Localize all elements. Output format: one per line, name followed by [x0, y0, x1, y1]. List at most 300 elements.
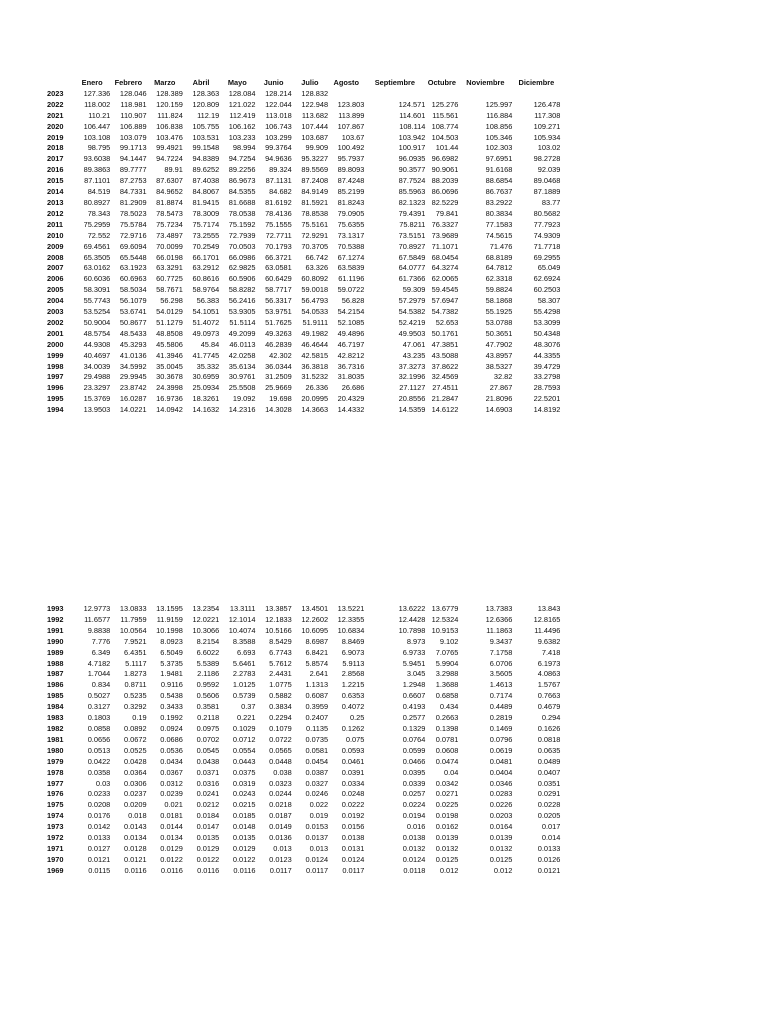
value-cell: 70.0099	[156, 241, 183, 251]
value-cell: 56.3317	[265, 296, 292, 306]
table-row	[47, 811, 560, 822]
year-cell: 1997	[47, 372, 64, 382]
value-cell: 0.0122	[232, 854, 256, 864]
value-cell: 94.7254	[228, 154, 256, 164]
value-cell: 89.5569	[301, 165, 329, 175]
value-cell: 66.3721	[265, 252, 292, 262]
value-cell: 59.0722	[337, 285, 365, 295]
value-cell: 103.942	[398, 132, 426, 142]
table-row	[47, 702, 560, 713]
value-cell: 0.0117	[342, 865, 365, 875]
year-cell: 2006	[47, 274, 64, 284]
value-cell: 0.0139	[435, 833, 459, 843]
value-cell: 87.4248	[337, 176, 365, 186]
value-cell: 35.332	[196, 361, 220, 371]
value-cell: 124.571	[398, 99, 426, 109]
value-cell: 5.5389	[196, 658, 220, 668]
value-cell: 51.4072	[192, 317, 220, 327]
value-cell: 0.7174	[489, 691, 513, 701]
value-cell: 0.5235	[123, 691, 147, 701]
value-cell: 110.907	[120, 110, 147, 120]
value-cell: 0.0387	[305, 767, 329, 777]
value-cell: 0.0116	[124, 865, 147, 875]
value-cell: 33.2798	[533, 372, 561, 382]
value-cell: 35.0045	[156, 361, 183, 371]
value-cell: 5.8574	[305, 658, 329, 668]
year-cell: 1999	[47, 350, 64, 360]
value-cell: 29.4988	[83, 372, 111, 382]
column-header: Noviembre	[466, 78, 505, 87]
year-cell: 1971	[47, 843, 64, 853]
table-row	[47, 713, 560, 724]
year-cell: 1978	[47, 767, 64, 777]
value-cell: 0.0117	[269, 865, 292, 875]
value-cell: 103.531	[192, 132, 220, 142]
value-cell: 44.3355	[533, 350, 561, 360]
value-cell: 2.641	[309, 669, 329, 679]
value-cell: 49.1982	[301, 328, 329, 338]
table-row	[47, 318, 560, 329]
value-cell: 52.653	[435, 317, 459, 327]
value-cell: 75.6355	[337, 219, 365, 229]
value-cell: 14.2316	[228, 405, 256, 415]
value-cell: 8.5429	[269, 636, 292, 646]
value-cell: 52.4219	[398, 317, 426, 327]
value-cell: 32.4569	[431, 372, 459, 382]
table-row	[47, 648, 560, 659]
value-cell: 11.1863	[486, 625, 513, 635]
value-cell: 53.9305	[228, 307, 256, 317]
value-cell: 72.7939	[228, 230, 256, 240]
table-row	[47, 746, 560, 757]
value-cell: 23.8742	[119, 383, 147, 393]
table-row	[47, 405, 560, 416]
value-cell: 63.1923	[119, 263, 147, 273]
value-cell: 12.3355	[337, 614, 365, 624]
value-cell: 10.7898	[398, 625, 426, 635]
value-cell: 45.84	[200, 339, 220, 349]
value-cell: 14.0221	[119, 405, 147, 415]
value-cell: 22.5201	[533, 394, 561, 404]
value-cell: 47.061	[402, 339, 426, 349]
value-cell: 81.2909	[119, 197, 147, 207]
value-cell: 12.1014	[228, 614, 256, 624]
value-cell: 68.0454	[431, 252, 459, 262]
value-cell: 10.6834	[337, 625, 365, 635]
table-row	[47, 253, 560, 264]
value-cell: 63.3291	[156, 263, 183, 273]
value-cell: 0.4679	[537, 702, 561, 712]
value-cell: 12.5324	[431, 614, 459, 624]
value-cell: 111.824	[157, 110, 183, 120]
value-cell: 4.0863	[537, 669, 561, 679]
value-cell: 0.0143	[123, 822, 147, 832]
value-cell: 0.0407	[537, 767, 561, 777]
value-cell: 42.302	[269, 350, 292, 360]
value-cell: 62.6924	[533, 274, 561, 284]
value-cell: 19.698	[269, 394, 292, 404]
value-cell: 106.447	[83, 121, 111, 131]
value-cell: 0.0248	[341, 789, 365, 799]
year-cell: 2004	[47, 296, 64, 306]
value-cell: 10.5166	[265, 625, 292, 635]
year-cell: 1981	[47, 734, 64, 744]
value-cell: 0.0116	[197, 865, 220, 875]
value-cell: 0.6858	[435, 691, 459, 701]
value-cell: 0.0126	[537, 854, 561, 864]
value-cell: 27.4511	[432, 383, 459, 393]
value-cell: 116.884	[486, 110, 513, 120]
value-cell: 64.0777	[398, 263, 426, 273]
value-cell: 64.7812	[485, 263, 513, 273]
value-cell: 0.6087	[305, 691, 329, 701]
value-cell: 20.8556	[398, 394, 426, 404]
value-cell: 105.934	[533, 132, 561, 142]
value-cell: 0.0656	[87, 734, 111, 744]
value-cell: 34.0039	[83, 361, 111, 371]
value-cell: 27.867	[489, 383, 513, 393]
value-cell: 89.8093	[337, 165, 365, 175]
table-row	[47, 669, 560, 680]
value-cell: 69.6094	[119, 241, 147, 251]
value-cell: 0.2118	[197, 713, 220, 723]
value-cell: 14.3663	[301, 405, 329, 415]
value-cell: 13.3857	[265, 604, 292, 613]
value-cell: 0.0198	[435, 811, 459, 821]
value-cell: 7.418	[541, 647, 561, 657]
value-cell: 51.5114	[229, 317, 256, 327]
value-cell: 60.6036	[83, 274, 111, 284]
value-cell: 0.0187	[269, 811, 292, 821]
year-cell: 2011	[47, 219, 64, 229]
value-cell: 12.0221	[192, 614, 220, 624]
value-cell: 13.0833	[119, 604, 147, 613]
table-row	[47, 198, 560, 209]
value-cell: 0.0184	[196, 811, 220, 821]
value-cell: 97.6951	[485, 154, 513, 164]
value-cell: 25.5508	[228, 383, 256, 393]
value-cell: 0.0133	[537, 843, 561, 853]
value-cell: 29.9945	[119, 372, 147, 382]
value-cell: 88.2039	[431, 176, 459, 186]
value-cell: 87.2408	[301, 176, 329, 186]
table-row	[47, 231, 560, 242]
value-cell: 50.8677	[119, 317, 147, 327]
value-cell: 0.0125	[489, 854, 513, 864]
table-row	[47, 362, 560, 373]
value-cell: 81.6688	[228, 197, 256, 207]
value-cell: 0.0364	[123, 767, 147, 777]
value-cell: 106.743	[265, 121, 292, 131]
value-cell: 0.0225	[435, 800, 459, 810]
value-cell: 0.0138	[402, 833, 426, 843]
value-cell: 2.8568	[341, 669, 365, 679]
table-row	[47, 307, 560, 318]
value-cell: 83.77	[541, 197, 561, 207]
value-cell: 0.37	[241, 702, 256, 712]
table-row	[47, 833, 560, 844]
value-cell: 128.832	[301, 88, 329, 98]
value-cell: 61.7366	[398, 274, 426, 284]
value-cell: 0.4193	[402, 702, 426, 712]
value-cell: 117.308	[534, 110, 561, 120]
value-cell: 0.0122	[196, 854, 220, 864]
value-cell: 80.8927	[83, 197, 111, 207]
value-cell: 0.0241	[196, 789, 220, 799]
year-cell: 1979	[47, 756, 64, 766]
value-cell: 0.0342	[435, 778, 459, 788]
year-cell: 2019	[47, 132, 64, 142]
value-cell: 53.6741	[119, 307, 147, 317]
value-cell: 0.1992	[160, 713, 183, 723]
value-cell: 118.002	[84, 99, 111, 109]
year-cell: 2022	[47, 99, 64, 109]
value-cell: 9.8838	[87, 625, 111, 635]
table-row	[47, 274, 560, 285]
value-cell: 0.0162	[435, 822, 459, 832]
value-cell: 74.5615	[485, 230, 513, 240]
value-cell: 0.0327	[305, 778, 329, 788]
table-row	[47, 133, 560, 144]
value-cell: 70.1793	[265, 241, 292, 251]
value-cell: 8.973	[406, 636, 426, 646]
value-cell: 99.1713	[119, 143, 147, 153]
value-cell: 0.0395	[402, 767, 426, 777]
value-cell: 0.1469	[489, 723, 513, 733]
value-cell: 0.1803	[87, 713, 111, 723]
table-row	[47, 329, 560, 340]
value-cell: 58.9764	[192, 285, 220, 295]
value-cell: 14.6122	[431, 405, 459, 415]
value-cell: 78.5023	[119, 208, 147, 218]
year-cell: 2009	[47, 241, 64, 251]
table-row	[47, 855, 560, 866]
value-cell: 2.2783	[232, 669, 256, 679]
value-cell: 56.298	[160, 296, 183, 306]
value-cell: 14.3028	[265, 405, 292, 415]
value-cell: 14.1632	[192, 405, 220, 415]
value-cell: 48.5433	[119, 328, 147, 338]
value-cell: 58.5034	[119, 285, 147, 295]
value-cell: 6.1973	[537, 658, 561, 668]
value-cell: 57.6947	[431, 296, 459, 306]
value-cell: 83.2922	[485, 197, 513, 207]
value-cell: 63.5839	[337, 263, 365, 273]
value-cell: 0.834	[91, 680, 111, 690]
value-cell: 0.0796	[489, 734, 513, 744]
value-cell: 32.82	[493, 372, 513, 382]
value-cell: 12.1833	[265, 614, 292, 624]
value-cell: 49.4896	[337, 328, 365, 338]
year-cell: 1990	[47, 636, 64, 646]
value-cell: 103.079	[119, 132, 147, 142]
value-cell: 0.4489	[489, 702, 513, 712]
value-cell: 0.0722	[269, 734, 292, 744]
value-cell: 0.0448	[269, 756, 292, 766]
value-cell: 0.0224	[402, 800, 426, 810]
value-cell: 28.7593	[533, 383, 561, 393]
year-cell: 2001	[47, 328, 64, 338]
value-cell: 0.0316	[196, 778, 220, 788]
value-cell: 0.0209	[123, 800, 147, 810]
value-cell: 0.0144	[160, 822, 183, 832]
value-cell: 21.8096	[485, 394, 513, 404]
value-cell: 0.0339	[402, 778, 426, 788]
column-header: Abril	[192, 78, 210, 87]
table-row	[47, 89, 560, 100]
value-cell: 0.0334	[341, 778, 365, 788]
value-cell: 1.2948	[402, 680, 426, 690]
value-cell: 0.0404	[489, 767, 513, 777]
value-cell: 0.0194	[402, 811, 426, 821]
value-cell: 77.7923	[533, 219, 561, 229]
value-cell: 43.5088	[431, 350, 459, 360]
value-cell: 70.3705	[301, 241, 329, 251]
value-cell: 85.2199	[337, 187, 365, 197]
value-cell: 78.343	[87, 208, 111, 218]
value-cell: 0.2663	[435, 713, 459, 723]
value-cell: 0.0233	[87, 789, 111, 799]
value-cell: 0.0128	[123, 843, 147, 853]
value-cell: 0.0257	[402, 789, 426, 799]
value-cell: 0.0133	[87, 833, 111, 843]
value-cell: 0.3959	[305, 702, 329, 712]
value-cell: 59.0018	[301, 285, 329, 295]
table-row	[47, 209, 560, 220]
table-row	[47, 263, 560, 274]
value-cell: 0.1135	[306, 723, 329, 733]
value-cell: 84.9149	[301, 187, 329, 197]
value-cell: 71.7718	[533, 241, 561, 251]
value-cell: 1.7044	[87, 669, 111, 679]
value-cell: 5.6461	[232, 658, 256, 668]
year-cell: 2002	[47, 317, 64, 327]
value-cell: 103.233	[228, 132, 256, 142]
value-cell: 0.6353	[341, 691, 365, 701]
value-cell: 63.0162	[83, 263, 111, 273]
value-cell: 0.0212	[196, 800, 220, 810]
value-cell: 0.0226	[489, 800, 513, 810]
value-cell: 1.0775	[269, 680, 292, 690]
value-cell: 103.476	[156, 132, 183, 142]
value-cell: 55.1925	[485, 307, 513, 317]
value-cell: 58.7717	[265, 285, 292, 295]
value-cell: 128.084	[228, 88, 256, 98]
value-cell: 128.389	[156, 88, 183, 98]
value-cell: 7.776	[91, 636, 111, 646]
value-cell: 87.7524	[398, 176, 426, 186]
value-cell: 115.561	[432, 110, 459, 120]
value-cell: 84.9652	[156, 187, 183, 197]
value-cell: 59.8824	[485, 285, 513, 295]
value-cell: 103.299	[265, 132, 292, 142]
value-cell: 42.5815	[301, 350, 329, 360]
value-cell: 1.2215	[341, 680, 365, 690]
value-cell: 0.2294	[269, 713, 292, 723]
year-cell: 1993	[47, 604, 64, 613]
year-cell: 2015	[47, 176, 64, 186]
year-cell: 1972	[47, 833, 64, 843]
value-cell: 0.0244	[269, 789, 292, 799]
value-cell: 0.0391	[341, 767, 365, 777]
year-cell: 2021	[47, 110, 64, 120]
value-cell: 7.9521	[123, 636, 147, 646]
value-cell: 55.4298	[533, 307, 561, 317]
value-cell: 58.1868	[485, 296, 513, 306]
value-cell: 0.0466	[402, 756, 426, 766]
value-cell: 34.5992	[119, 361, 147, 371]
value-cell: 0.3433	[160, 702, 183, 712]
value-cell: 100.492	[337, 143, 365, 153]
column-header: Marzo	[154, 78, 176, 87]
value-cell: 66.0986	[228, 252, 256, 262]
value-cell: 8.0923	[160, 636, 183, 646]
value-cell: 0.0686	[160, 734, 183, 744]
value-cell	[328, 89, 364, 100]
value-cell: 0.5027	[87, 691, 111, 701]
value-cell: 58.307	[537, 296, 561, 306]
value-cell: 0.0545	[196, 745, 220, 755]
value-cell: 5.9113	[342, 658, 365, 668]
value-cell: 60.8616	[192, 274, 220, 284]
value-cell: 78.3009	[192, 208, 220, 218]
value-cell: 72.9291	[301, 230, 329, 240]
value-cell: 0.0132	[402, 843, 426, 853]
value-cell: 0.0137	[305, 833, 329, 843]
year-cell: 2018	[47, 143, 64, 153]
value-cell: 0.0581	[305, 745, 329, 755]
value-cell: 0.0136	[269, 833, 292, 843]
value-cell: 89.0468	[533, 176, 561, 186]
value-cell: 126.478	[533, 99, 561, 109]
value-cell	[458, 89, 512, 100]
year-cell: 1976	[47, 789, 64, 799]
value-cell: 10.1998	[156, 625, 183, 635]
value-cell: 0.0208	[87, 800, 111, 810]
value-cell: 128.214	[265, 88, 292, 98]
index-table-lower	[47, 604, 560, 877]
value-cell: 0.0489	[537, 756, 561, 766]
value-cell: 68.8189	[485, 252, 513, 262]
value-cell: 36.7316	[337, 361, 365, 371]
value-cell: 31.5232	[301, 372, 329, 382]
value-cell: 0.0702	[196, 734, 220, 744]
value-cell: 0.0858	[87, 723, 111, 733]
value-cell: 57.2979	[398, 296, 426, 306]
value-cell: 0.0635	[537, 745, 561, 755]
value-cell: 53.9751	[265, 307, 292, 317]
value-cell: 6.6022	[196, 647, 220, 657]
value-cell: 39.4729	[533, 361, 561, 371]
value-cell: 14.0942	[156, 405, 183, 415]
value-cell: 112.19	[197, 110, 220, 120]
value-cell: 82.1323	[398, 197, 426, 207]
value-cell: 0.9592	[196, 680, 220, 690]
value-cell: 54.5382	[398, 307, 426, 317]
value-cell: 107.867	[337, 121, 365, 131]
value-cell: 0.0481	[489, 756, 513, 766]
value-cell: 46.0113	[229, 339, 256, 349]
value-cell: 0.0346	[489, 778, 513, 788]
value-cell: 0.294	[541, 713, 561, 723]
value-cell: 0.5739	[232, 691, 256, 701]
value-cell: 50.9004	[83, 317, 111, 327]
value-cell: 75.7174	[192, 219, 220, 229]
value-cell: 10.9153	[431, 625, 459, 635]
value-cell: 5.3735	[160, 658, 183, 668]
value-cell: 62.3318	[485, 274, 513, 284]
value-cell: 62.0065	[431, 274, 459, 284]
